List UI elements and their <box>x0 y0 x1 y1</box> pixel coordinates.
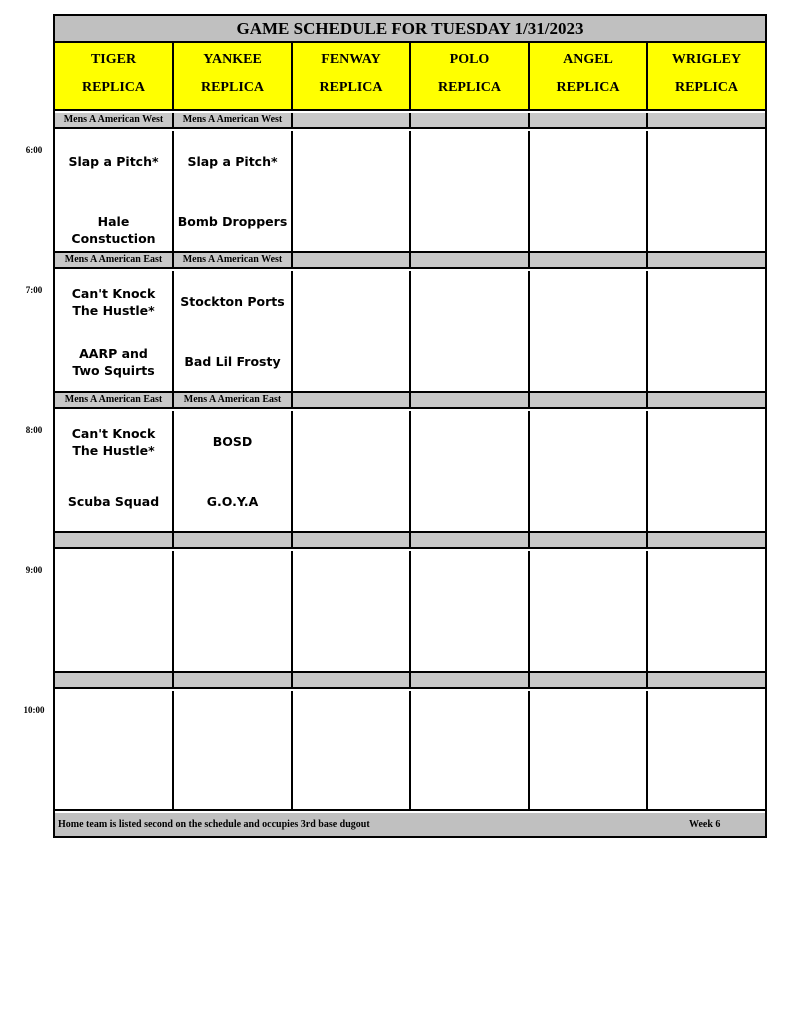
field-subtitle: REPLICA <box>200 80 264 95</box>
division-label <box>55 673 174 689</box>
game-cell <box>530 271 648 393</box>
game-cell <box>648 271 765 393</box>
field-header-wrigley <box>648 43 765 111</box>
field-header-angel <box>530 43 648 111</box>
footer-bar <box>55 813 765 836</box>
game-cell <box>648 131 765 253</box>
schedule-sheet <box>53 14 767 838</box>
game-cell <box>293 271 411 393</box>
game-cell <box>174 551 293 673</box>
time-label: 6:00 <box>25 145 43 155</box>
division-label <box>648 393 765 409</box>
game-cell <box>411 411 530 533</box>
game-cell <box>293 411 411 533</box>
home-team: Hale Constuction <box>71 214 156 246</box>
away-team: Stockton Ports <box>180 294 285 309</box>
time-label: 10:00 <box>23 705 45 715</box>
field-subtitle: REPLICA <box>674 80 738 95</box>
division-label <box>411 113 530 129</box>
time-label: 7:00 <box>25 285 43 295</box>
game-cell <box>411 271 530 393</box>
game-cell <box>411 551 530 673</box>
game-cell <box>55 131 174 253</box>
field-name: POLO <box>449 52 490 67</box>
game-cell <box>293 131 411 253</box>
game-cell <box>411 131 530 253</box>
division-label <box>530 533 648 549</box>
division-label <box>648 113 765 129</box>
field-name: TIGER <box>90 52 137 67</box>
division-label: Mens A American West <box>174 113 293 129</box>
away-team: Slap a Pitch* <box>68 154 159 169</box>
field-subtitle: REPLICA <box>81 80 145 95</box>
home-team: AARP and Two Squirts <box>72 346 155 378</box>
away-team: Can't Knock The Hustle* <box>71 286 156 318</box>
division-label: Mens A American East <box>55 393 174 409</box>
home-team: Bad Lil Frosty <box>184 354 281 369</box>
division-label <box>411 253 530 269</box>
division-label <box>293 253 411 269</box>
game-cell <box>648 691 765 811</box>
game-cell <box>530 411 648 533</box>
game-cell <box>55 271 174 393</box>
game-cell <box>411 691 530 811</box>
division-label <box>174 533 293 549</box>
field-subtitle: REPLICA <box>437 80 501 95</box>
game-cell <box>174 691 293 811</box>
field-name: WRIGLEY <box>671 52 742 67</box>
division-label <box>411 533 530 549</box>
game-cell <box>648 411 765 533</box>
division-label <box>648 533 765 549</box>
field-name: ANGEL <box>563 52 613 67</box>
away-team: BOSD <box>212 434 253 449</box>
footer-note: Home team is listed second on the schedule and occupies 3rd base dugout <box>58 819 370 830</box>
division-label <box>530 113 648 129</box>
field-header-tiger <box>55 43 174 111</box>
home-team: G.O.Y.A <box>206 494 259 509</box>
field-header-polo <box>411 43 530 111</box>
division-label <box>293 533 411 549</box>
game-cell <box>293 691 411 811</box>
game-cell <box>648 551 765 673</box>
division-label <box>648 253 765 269</box>
division-label <box>530 673 648 689</box>
division-label: Mens A American East <box>55 253 174 269</box>
away-team: Can't Knock The Hustle* <box>71 426 156 458</box>
division-label <box>530 393 648 409</box>
division-label <box>293 113 411 129</box>
time-label: 8:00 <box>25 425 43 435</box>
schedule-title: GAME SCHEDULE FOR TUESDAY 1/31/2023 <box>55 16 765 43</box>
home-team: Scuba Squad <box>67 494 160 509</box>
field-header-fenway <box>293 43 411 111</box>
game-cell <box>55 551 174 673</box>
division-label <box>174 673 293 689</box>
field-name: FENWAY <box>321 52 381 67</box>
game-cell <box>174 411 293 533</box>
game-cell <box>55 691 174 811</box>
division-label <box>411 393 530 409</box>
field-subtitle: REPLICA <box>556 80 620 95</box>
game-cell <box>174 131 293 253</box>
division-label <box>411 673 530 689</box>
division-label <box>293 673 411 689</box>
division-label <box>293 393 411 409</box>
game-cell <box>530 131 648 253</box>
division-label: Mens A American West <box>55 113 174 129</box>
time-label: 9:00 <box>25 565 43 575</box>
game-cell <box>530 551 648 673</box>
field-header-yankee <box>174 43 293 111</box>
division-label: Mens A American East <box>174 393 293 409</box>
week-label: Week 6 <box>689 819 721 830</box>
game-cell <box>174 271 293 393</box>
division-label <box>530 253 648 269</box>
home-team: Bomb Droppers <box>177 214 288 229</box>
game-cell <box>530 691 648 811</box>
division-label: Mens A American West <box>174 253 293 269</box>
game-cell <box>293 551 411 673</box>
away-team: Slap a Pitch* <box>187 154 278 169</box>
division-label <box>648 673 765 689</box>
division-label <box>55 533 174 549</box>
field-subtitle: REPLICA <box>319 80 383 95</box>
field-name: YANKEE <box>203 52 262 67</box>
game-cell <box>55 411 174 533</box>
